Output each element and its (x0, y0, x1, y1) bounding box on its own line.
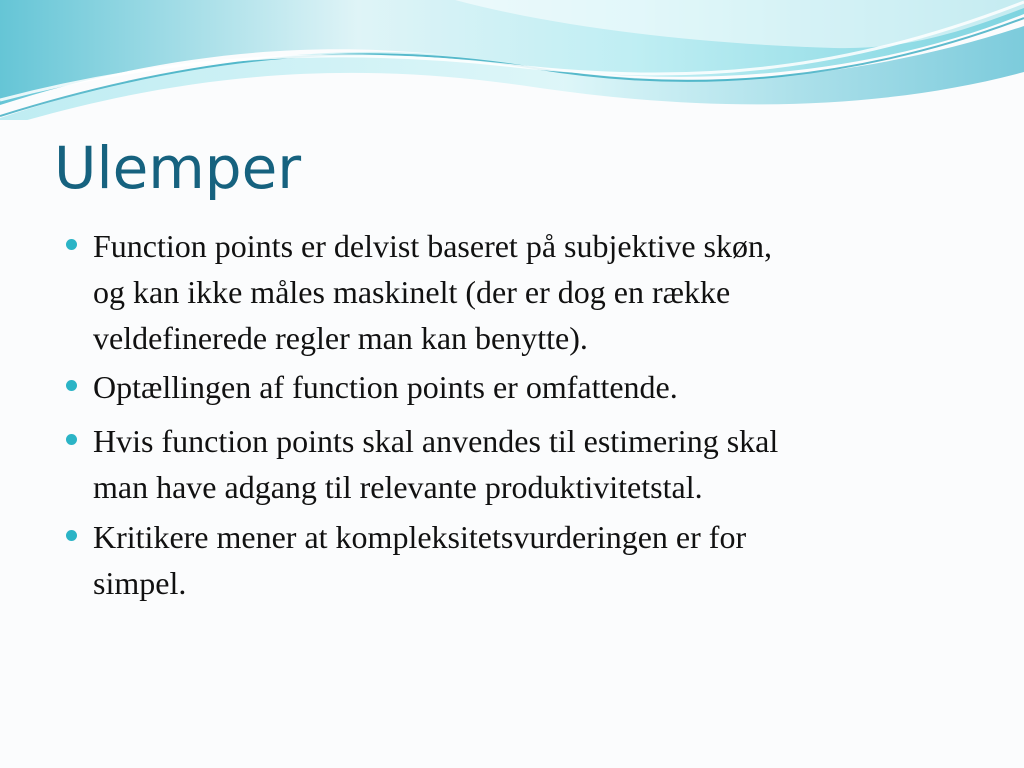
bullet-line: man have adgang til relevante produktivitetstal. (93, 469, 703, 505)
bullet-line: Optællingen af function points er omfattende. (93, 369, 678, 405)
round-dot-icon (66, 434, 77, 445)
bullet-text (93, 364, 973, 410)
bullet-line: Hvis function points skal anvendes til estimering skal (93, 423, 779, 459)
bullet-line: Kritikere mener at kompleksitetsvurderingen er for (93, 519, 747, 555)
slide-title: Ulemper (54, 134, 302, 202)
bullet-line: Function points er delvist baseret på subjektive skøn, (93, 228, 772, 264)
bullet-line: og kan ikke måles maskinelt (der er dog en række (93, 274, 731, 310)
round-dot-icon (66, 239, 77, 250)
round-dot-icon (66, 530, 77, 541)
bullet-text (93, 418, 973, 510)
bullet-text (93, 223, 973, 361)
bullet-text (93, 514, 973, 606)
bullet-line: simpel. (93, 565, 187, 601)
bullet-line: veldefinerede regler man kan benytte). (93, 320, 588, 356)
round-dot-icon (66, 380, 77, 391)
